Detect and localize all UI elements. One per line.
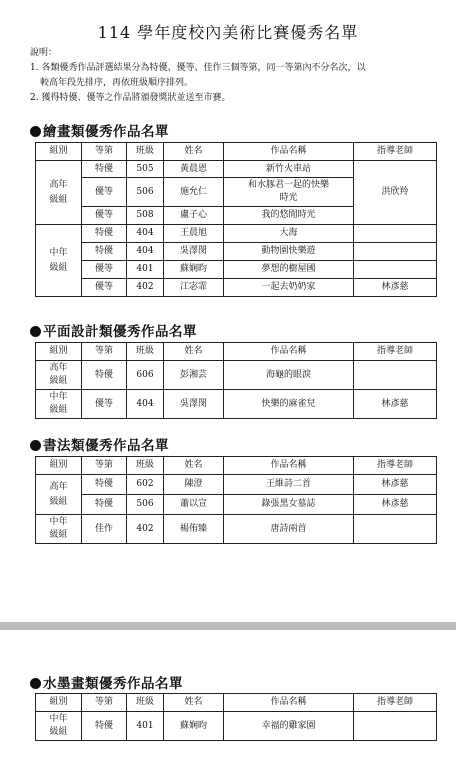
header-grade: 等第 — [82, 143, 127, 161]
notes-label: 說明： — [30, 48, 58, 58]
class-cell: 404 — [127, 390, 164, 419]
class-cell: 606 — [127, 361, 164, 390]
note-line-1a: 1. 各類優秀作品評選結果分為特優、優等、佳作三個等第，同一等第內不分名次，以 — [30, 63, 366, 73]
grade-cell: 特優 — [82, 161, 127, 178]
header-teacher: 指導老師 — [354, 143, 437, 161]
grade-cell: 優等 — [82, 390, 127, 419]
document-page-2 — [0, 630, 456, 762]
name-cell: 施允仁 — [164, 178, 224, 207]
grade-cell: 佳作 — [82, 515, 127, 544]
table-row — [36, 243, 437, 261]
teacher-cell — [354, 515, 437, 544]
header-teacher: 指導老師 — [354, 694, 437, 712]
bullet-icon — [30, 126, 41, 137]
work-cell: 唐詩兩首 — [224, 515, 354, 544]
name-cell: 吳澤閔 — [164, 390, 224, 419]
teacher-cell — [354, 361, 437, 390]
work-cell: 幸福的雞家園 — [224, 712, 354, 741]
section-title-painting: 繪畫類優秀作品名單 — [30, 120, 169, 140]
teacher-cell — [354, 225, 437, 243]
name-cell: 楊侑臻 — [164, 515, 224, 544]
class-cell: 508 — [127, 207, 164, 225]
grade-cell: 優等 — [82, 207, 127, 225]
name-cell: 王晨旭 — [164, 225, 224, 243]
header-group: 組別 — [36, 143, 82, 161]
teacher-cell: 林彥慈 — [354, 495, 437, 515]
table-row — [36, 261, 437, 279]
header-work: 作品名稱 — [224, 343, 354, 361]
grade-cell: 優等 — [82, 279, 127, 297]
page-separator — [0, 622, 456, 630]
name-cell: 黃晨恩 — [164, 161, 224, 178]
table-ink-painting — [35, 693, 437, 741]
header-grade: 等第 — [82, 457, 127, 475]
note-line-2: 2. 獲得特優、優等之作品將頒發獎狀並送至市賽。 — [30, 93, 231, 103]
teacher-cell: 林彥慈 — [354, 475, 437, 495]
name-cell: 陳澄 — [164, 475, 224, 495]
work-cell: 新竹火車站 — [224, 161, 354, 178]
table-calligraphy — [35, 456, 437, 544]
class-cell: 402 — [127, 279, 164, 297]
grade-cell: 特優 — [82, 495, 127, 515]
work-cell: 海龜的眼淚 — [224, 361, 354, 390]
class-cell: 401 — [127, 261, 164, 279]
teacher-cell: 林彥慈 — [354, 279, 437, 297]
class-cell: 506 — [127, 495, 164, 515]
header-grade: 等第 — [82, 343, 127, 361]
header-name: 姓名 — [164, 143, 224, 161]
table-row — [36, 515, 437, 544]
class-cell: 404 — [127, 225, 164, 243]
header-work: 作品名稱 — [224, 694, 354, 712]
table-header-row — [36, 343, 437, 361]
bullet-icon — [30, 326, 41, 337]
work-cell: 快樂的麻雀兒 — [224, 390, 354, 419]
teacher-cell: 林彥慈 — [354, 390, 437, 419]
table-row — [36, 390, 437, 419]
teacher-cell: 洪欣羚 — [354, 161, 437, 225]
header-group: 組別 — [36, 694, 82, 712]
table-row — [36, 475, 437, 495]
group-cell: 中年級組 — [36, 390, 82, 419]
group-cell: 中年級組 — [36, 712, 82, 741]
group-cell: 高年級組 — [36, 361, 82, 390]
notes — [30, 46, 440, 106]
page-title: 114 學年度校內美術比賽優秀名單 — [97, 23, 359, 42]
work-cell: 我的悠閒時光 — [224, 207, 354, 225]
name-cell: 江宓霏 — [164, 279, 224, 297]
header-class: 班級 — [127, 457, 164, 475]
section-title-calligraphy: 書法類優秀作品名單 — [30, 434, 169, 454]
table-row — [36, 361, 437, 390]
table-graphic-design — [35, 342, 437, 419]
work-cell: 錄張黑女墓誌 — [224, 495, 354, 515]
header-class: 班級 — [127, 694, 164, 712]
table-row — [36, 495, 437, 515]
table-painting — [35, 142, 437, 297]
work-cell: 一起去奶奶家 — [224, 279, 354, 297]
group-cell: 中年級組 — [36, 515, 82, 544]
grade-cell: 特優 — [82, 243, 127, 261]
grade-cell: 特優 — [82, 712, 127, 741]
header-teacher: 指導老師 — [354, 457, 437, 475]
name-cell: 蘇娴昀 — [164, 712, 224, 741]
name-cell: 彭湘芸 — [164, 361, 224, 390]
header-teacher: 指導老師 — [354, 343, 437, 361]
class-cell: 404 — [127, 243, 164, 261]
class-cell: 506 — [127, 178, 164, 207]
work-cell: 和水豚君一起的快樂時光 — [224, 178, 354, 207]
table-header-row — [36, 694, 437, 712]
grade-cell: 特優 — [82, 475, 127, 495]
header-group: 組別 — [36, 457, 82, 475]
teacher-cell — [354, 243, 437, 261]
name-cell: 蕭以宣 — [164, 495, 224, 515]
work-cell: 夢想的樹屋國 — [224, 261, 354, 279]
teacher-cell — [354, 712, 437, 741]
note-line-1b: 較高年段先排序，再依班級順序排列。 — [40, 78, 194, 88]
grade-cell: 優等 — [82, 261, 127, 279]
bullet-icon — [30, 440, 41, 451]
class-cell: 401 — [127, 712, 164, 741]
header-class: 班級 — [127, 343, 164, 361]
group-cell: 高年級組 — [36, 475, 82, 515]
class-cell: 402 — [127, 515, 164, 544]
group-cell: 中年級組 — [36, 225, 82, 297]
class-cell: 602 — [127, 475, 164, 495]
class-cell: 505 — [127, 161, 164, 178]
teacher-cell — [354, 261, 437, 279]
table-header-row — [36, 457, 437, 475]
grade-cell: 特優 — [82, 225, 127, 243]
work-cell: 動物園快樂遊 — [224, 243, 354, 261]
header-work: 作品名稱 — [224, 143, 354, 161]
name-cell: 盧子心 — [164, 207, 224, 225]
header-group: 組別 — [36, 343, 82, 361]
table-row — [36, 161, 437, 178]
header-name: 姓名 — [164, 457, 224, 475]
bullet-icon — [30, 678, 41, 689]
header-name: 姓名 — [164, 343, 224, 361]
section-title-ink-painting: 水墨畫類優秀作品名單 — [30, 672, 183, 692]
header-grade: 等第 — [82, 694, 127, 712]
header-name: 姓名 — [164, 694, 224, 712]
name-cell: 吳澤閔 — [164, 243, 224, 261]
group-cell: 高年級組 — [36, 161, 82, 225]
table-row — [36, 225, 437, 243]
table-row — [36, 712, 437, 741]
table-header-row — [36, 143, 437, 161]
table-row — [36, 279, 437, 297]
work-cell: 王維詩二首 — [224, 475, 354, 495]
section-title-graphic-design: 平面設計類優秀作品名單 — [30, 320, 197, 340]
header-class: 班級 — [127, 143, 164, 161]
name-cell: 蘇娴昀 — [164, 261, 224, 279]
grade-cell: 特優 — [82, 361, 127, 390]
header-work: 作品名稱 — [224, 457, 354, 475]
work-cell: 大海 — [224, 225, 354, 243]
grade-cell: 優等 — [82, 178, 127, 207]
